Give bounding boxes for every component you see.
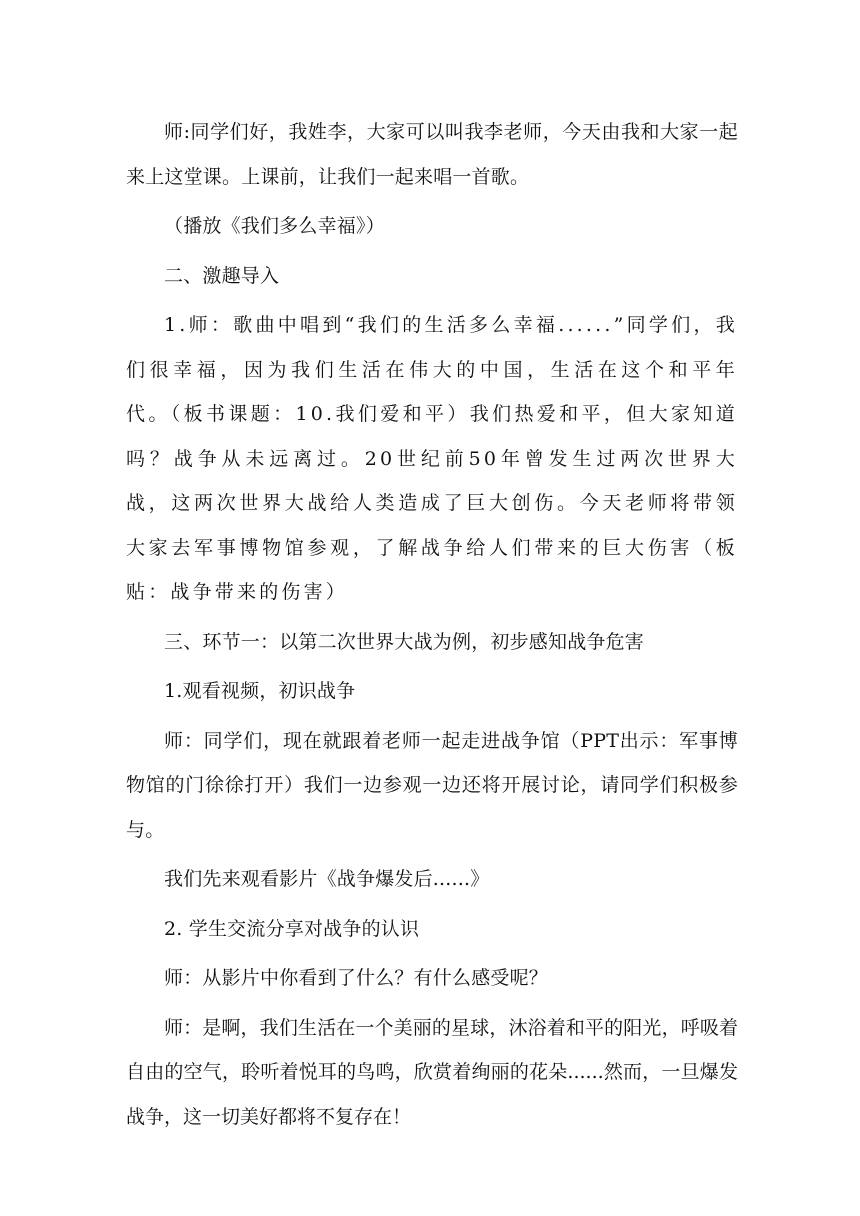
paragraph-watch-film: 我们先来观看影片《战争爆发后......》: [164, 868, 490, 890]
paragraph-teacher-question: 师：从影片中你看到了什么？有什么感受呢？: [164, 967, 549, 989]
paragraph-intro-discussion: 1.师：歌曲中唱到“我们的生活多么幸福......”同学们，我们很幸福，因为我们生活在伟大的中国，生活在这个和平年代。（板书课题：10.我们爱和平）我们热爱和平，但大家知道吗？战争从未远离过。20世纪前50年曾发生过两次世界大战，这两次世界大战给人类造成了巨大创伤。今天老师将带领大家去军事博物馆参观，了解战争给人们带来的巨大伤害（板贴：战争带来的伤害）: [126, 314, 738, 603]
paragraph-museum-visit: 师：同学们，现在就跟着老师一起走进战争馆（PPT出示：军事博物馆的门徐徐打开）我们一边参观一边还将开展讨论，请同学们积极参与。: [126, 729, 738, 841]
paragraph-play-song: （播放《我们多么幸福》）: [164, 215, 385, 237]
heading-section-three: 三、环节一：以第二次世界大战为例，初步感知战争危害: [164, 630, 645, 653]
heading-watch-video: 1.观看视频，初识战争: [164, 680, 356, 702]
heading-section-two: 二、激趣导入: [164, 264, 280, 287]
paragraph-teacher-greeting: 师:同学们好，我姓李，大家可以叫我李老师，今天由我和大家一起来上这堂课。上课前，让我们一起来唱一首歌。: [126, 121, 738, 188]
heading-student-sharing: 2. 学生交流分享对战争的认识: [164, 917, 420, 940]
paragraph-teacher-reflection: 师：是啊，我们生活在一个美丽的星球，沐浴着和平的阳光，呼吸着自由的空气，聆听着悦耳的鸟鸣，欣赏着绚丽的花朵......然而，一旦爆发战争，这一切美好都将不复存在！: [126, 1016, 738, 1128]
